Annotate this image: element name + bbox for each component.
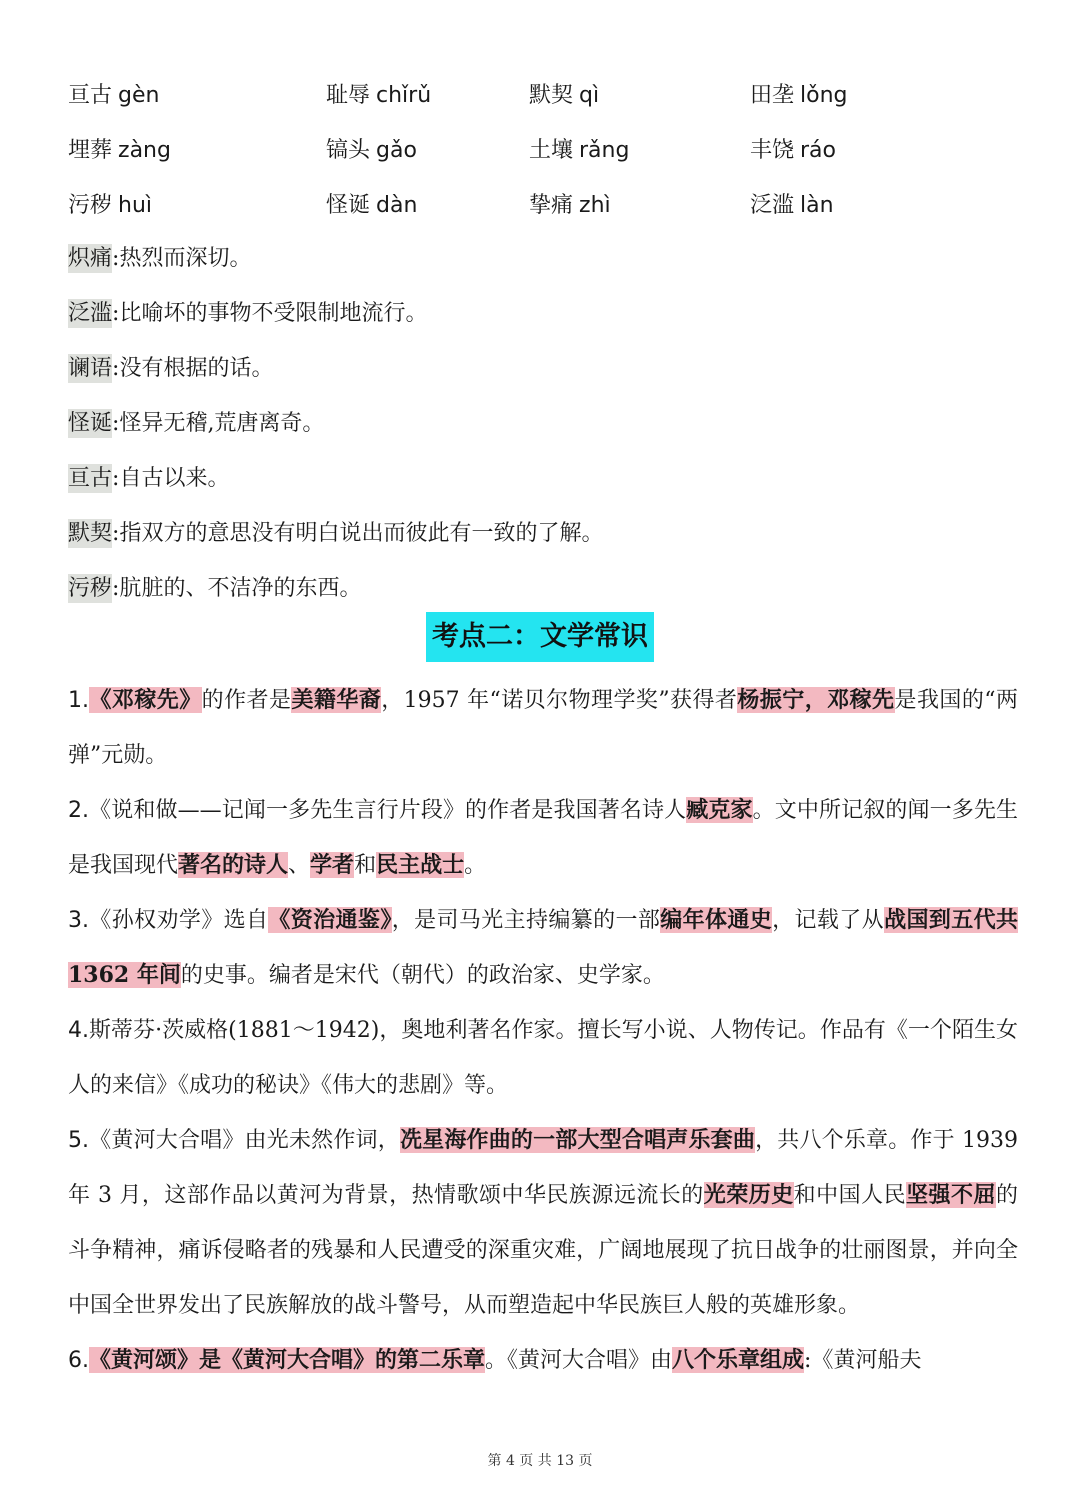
vocabulary-grid [68,76,1018,241]
vocab-pinyin: zhì [579,193,611,218]
paragraph-number: 6. [68,1348,89,1373]
vocab-pinyin: làn [800,193,834,218]
highlighted-text: 八个乐章组成 [672,1347,805,1373]
vocab-item [529,131,629,171]
vocab-pinyin: lǒng [800,83,848,108]
vocab-word: 默契 [529,83,574,108]
note-paragraph [68,673,1018,783]
paragraph-number: 3. [68,908,89,933]
paragraph-text: ，1957 年“诺贝尔物理学奖”获得者 [381,688,738,713]
definition-text: 怪异无稽,荒唐离奇。 [119,411,325,436]
note-paragraph [68,1113,1018,1333]
vocab-item [326,131,417,171]
note-paragraph [68,1003,1018,1113]
definition-term: 谰语 [68,356,113,381]
highlighted-text: 编年体通史 [660,907,773,933]
paragraph-text: 是我国的“两弹”元勋。 [68,688,1018,768]
vocab-pinyin: gǎo [376,138,417,163]
definition-text: 自古以来。 [119,466,230,491]
highlighted-text: 美籍华裔 [291,687,382,713]
highlighted-text: 邓稼先 [827,687,895,713]
definition-text: 肮脏的、不洁净的东西。 [119,576,362,601]
definition-item [68,459,1018,514]
vocab-word: 挚痛 [529,193,574,218]
definition-item [68,514,1018,569]
vocab-pinyin: gèn [118,83,160,108]
definition-item [68,404,1018,459]
paragraph-text: 《孙权劝学》选自 [89,908,269,933]
literature-notes [68,673,1018,1388]
definition-item [68,239,1018,294]
definition-separator: : [112,356,120,381]
definition-separator: : [112,576,120,601]
paragraph-text: 《说和做——记闻一多先生言行片段》的作者是我国著名诗人 [89,798,687,823]
vocab-pinyin: qì [579,83,600,108]
paragraph-text: ，共八个乐章。作于 1939 年 3 月，这部作品以黄河为背景，热情歌颂中华民族源远流长的 [68,1128,1018,1208]
paragraph-text: 、 [288,853,311,878]
vocab-pinyin: dàn [376,193,418,218]
vocab-item [529,186,611,226]
definition-text: 比喻坏的事物不受限制地流行。 [119,301,428,326]
paragraph-text: ，是司马光主持编纂的一部 [391,908,661,933]
definition-item [68,294,1018,349]
highlighted-text: ， [804,687,828,713]
definition-separator: : [112,246,120,271]
paragraph-text: 。《黄河大合唱》由 [485,1348,673,1373]
vocab-word: 镐头 [326,138,371,163]
highlighted-text: 臧克家 [686,797,753,823]
definition-separator: : [112,301,120,326]
definition-text: 热烈而深切。 [119,246,252,271]
page-footer: 第 4 页 共 13 页 [487,1453,593,1469]
highlighted-text: 学者 [310,852,355,878]
highlighted-text: 冼星海作曲的一部大型合唱声乐套曲 [399,1127,756,1153]
paragraph-text: 的史事。编者是宋代（朝代）的政治家、史学家。 [180,963,665,988]
highlighted-text: 《黄河颂》是《黄河大合唱》的第二乐章 [89,1347,486,1373]
vocab-item [750,186,834,226]
section-heading: 考点二：文学常识 [426,612,654,662]
vocab-row [68,186,1018,241]
paragraph-text: 的作者是 [201,688,292,713]
highlighted-text: 光荣历史 [703,1182,794,1208]
vocab-item [326,186,417,226]
vocab-word: 土壤 [529,138,574,163]
paragraph-text: 《黄河大合唱》由光未然作词， [89,1128,400,1153]
highlighted-text: 民主战士 [376,852,465,878]
highlighted-text: 坚强不屈 [906,1182,996,1208]
vocab-word: 田垄 [750,83,795,108]
vocab-item [750,76,848,116]
definition-text: 指双方的意思没有明白说出而彼此有一致的了解。 [119,521,604,546]
highlighted-text: 《邓稼先》 [89,687,202,713]
definition-separator: : [112,521,120,546]
definition-term: 泛滥 [68,301,113,326]
highlighted-text: 《资治通鉴》 [268,907,392,933]
vocab-pinyin: rǎng [579,138,630,163]
paragraph-text: ，记载了从 [772,908,885,933]
highlighted-text: 战国到五代共 1362 年间 [68,907,1018,988]
paragraph-text: 。 [464,853,487,878]
vocab-word: 耻辱 [326,83,371,108]
vocab-word: 污秽 [68,193,113,218]
note-paragraph [68,783,1018,893]
paragraph-text: 和中国人民 [793,1183,907,1208]
definition-term: 怪诞 [68,411,113,436]
definition-term: 默契 [68,521,113,546]
vocab-row [68,131,1018,186]
definition-list [68,239,1018,624]
vocab-pinyin: chǐrǔ [376,83,432,108]
definition-item [68,349,1018,404]
note-paragraph [68,893,1018,1003]
definition-separator: : [112,466,120,491]
vocab-item [326,76,431,116]
vocab-word: 泛滥 [750,193,795,218]
vocab-row [68,76,1018,131]
vocab-word: 亘古 [68,83,113,108]
section-heading-wrap [0,612,1080,662]
vocab-pinyin: ráo [800,138,837,163]
vocab-item [68,76,159,116]
definition-term: 污秽 [68,576,113,601]
paragraph-number: 4. [68,1018,89,1043]
vocab-word: 埋葬 [68,138,113,163]
paragraph-text: :《黄河船夫 [804,1348,922,1373]
vocab-pinyin: huì [118,193,153,218]
definition-text: 没有根据的话。 [119,356,274,381]
paragraph-number: 1. [68,688,89,713]
paragraph-number: 2. [68,798,89,823]
definition-separator: : [112,411,120,436]
vocab-item [750,131,836,171]
vocab-pinyin: zàng [118,138,171,163]
paragraph-text: 和 [354,853,377,878]
paragraph-text: 斯蒂芬·茨威格(1881～1942)，奥地利著名作家。擅长写小说、人物传记。作品有《一个陌生女人的来信》《成功的秘诀》《伟大的悲剧》等。 [68,1018,1018,1098]
paragraph-text: 的斗争精神，痛诉侵略者的残暴和人民遭受的深重灾难，广阔地展现了抗日战争的壮丽图景，并向全中国全世界发出了民族解放的战斗警号，从而塑造起中华民族巨人般的英雄形象。 [68,1183,1018,1318]
definition-term: 炽痛 [68,246,113,271]
paragraph-number: 5. [68,1128,89,1153]
highlighted-text: 杨振宁 [737,687,805,713]
highlighted-text: 著名的诗人 [178,852,289,878]
vocab-item [68,186,152,226]
vocab-word: 丰饶 [750,138,795,163]
paragraph-text: 。文中所记叙的闻一多先生是我国现代 [68,798,1018,878]
vocab-item [529,76,599,116]
vocab-item [68,131,171,171]
vocab-word: 怪诞 [326,193,371,218]
definition-term: 亘古 [68,466,113,491]
note-paragraph [68,1333,1018,1388]
